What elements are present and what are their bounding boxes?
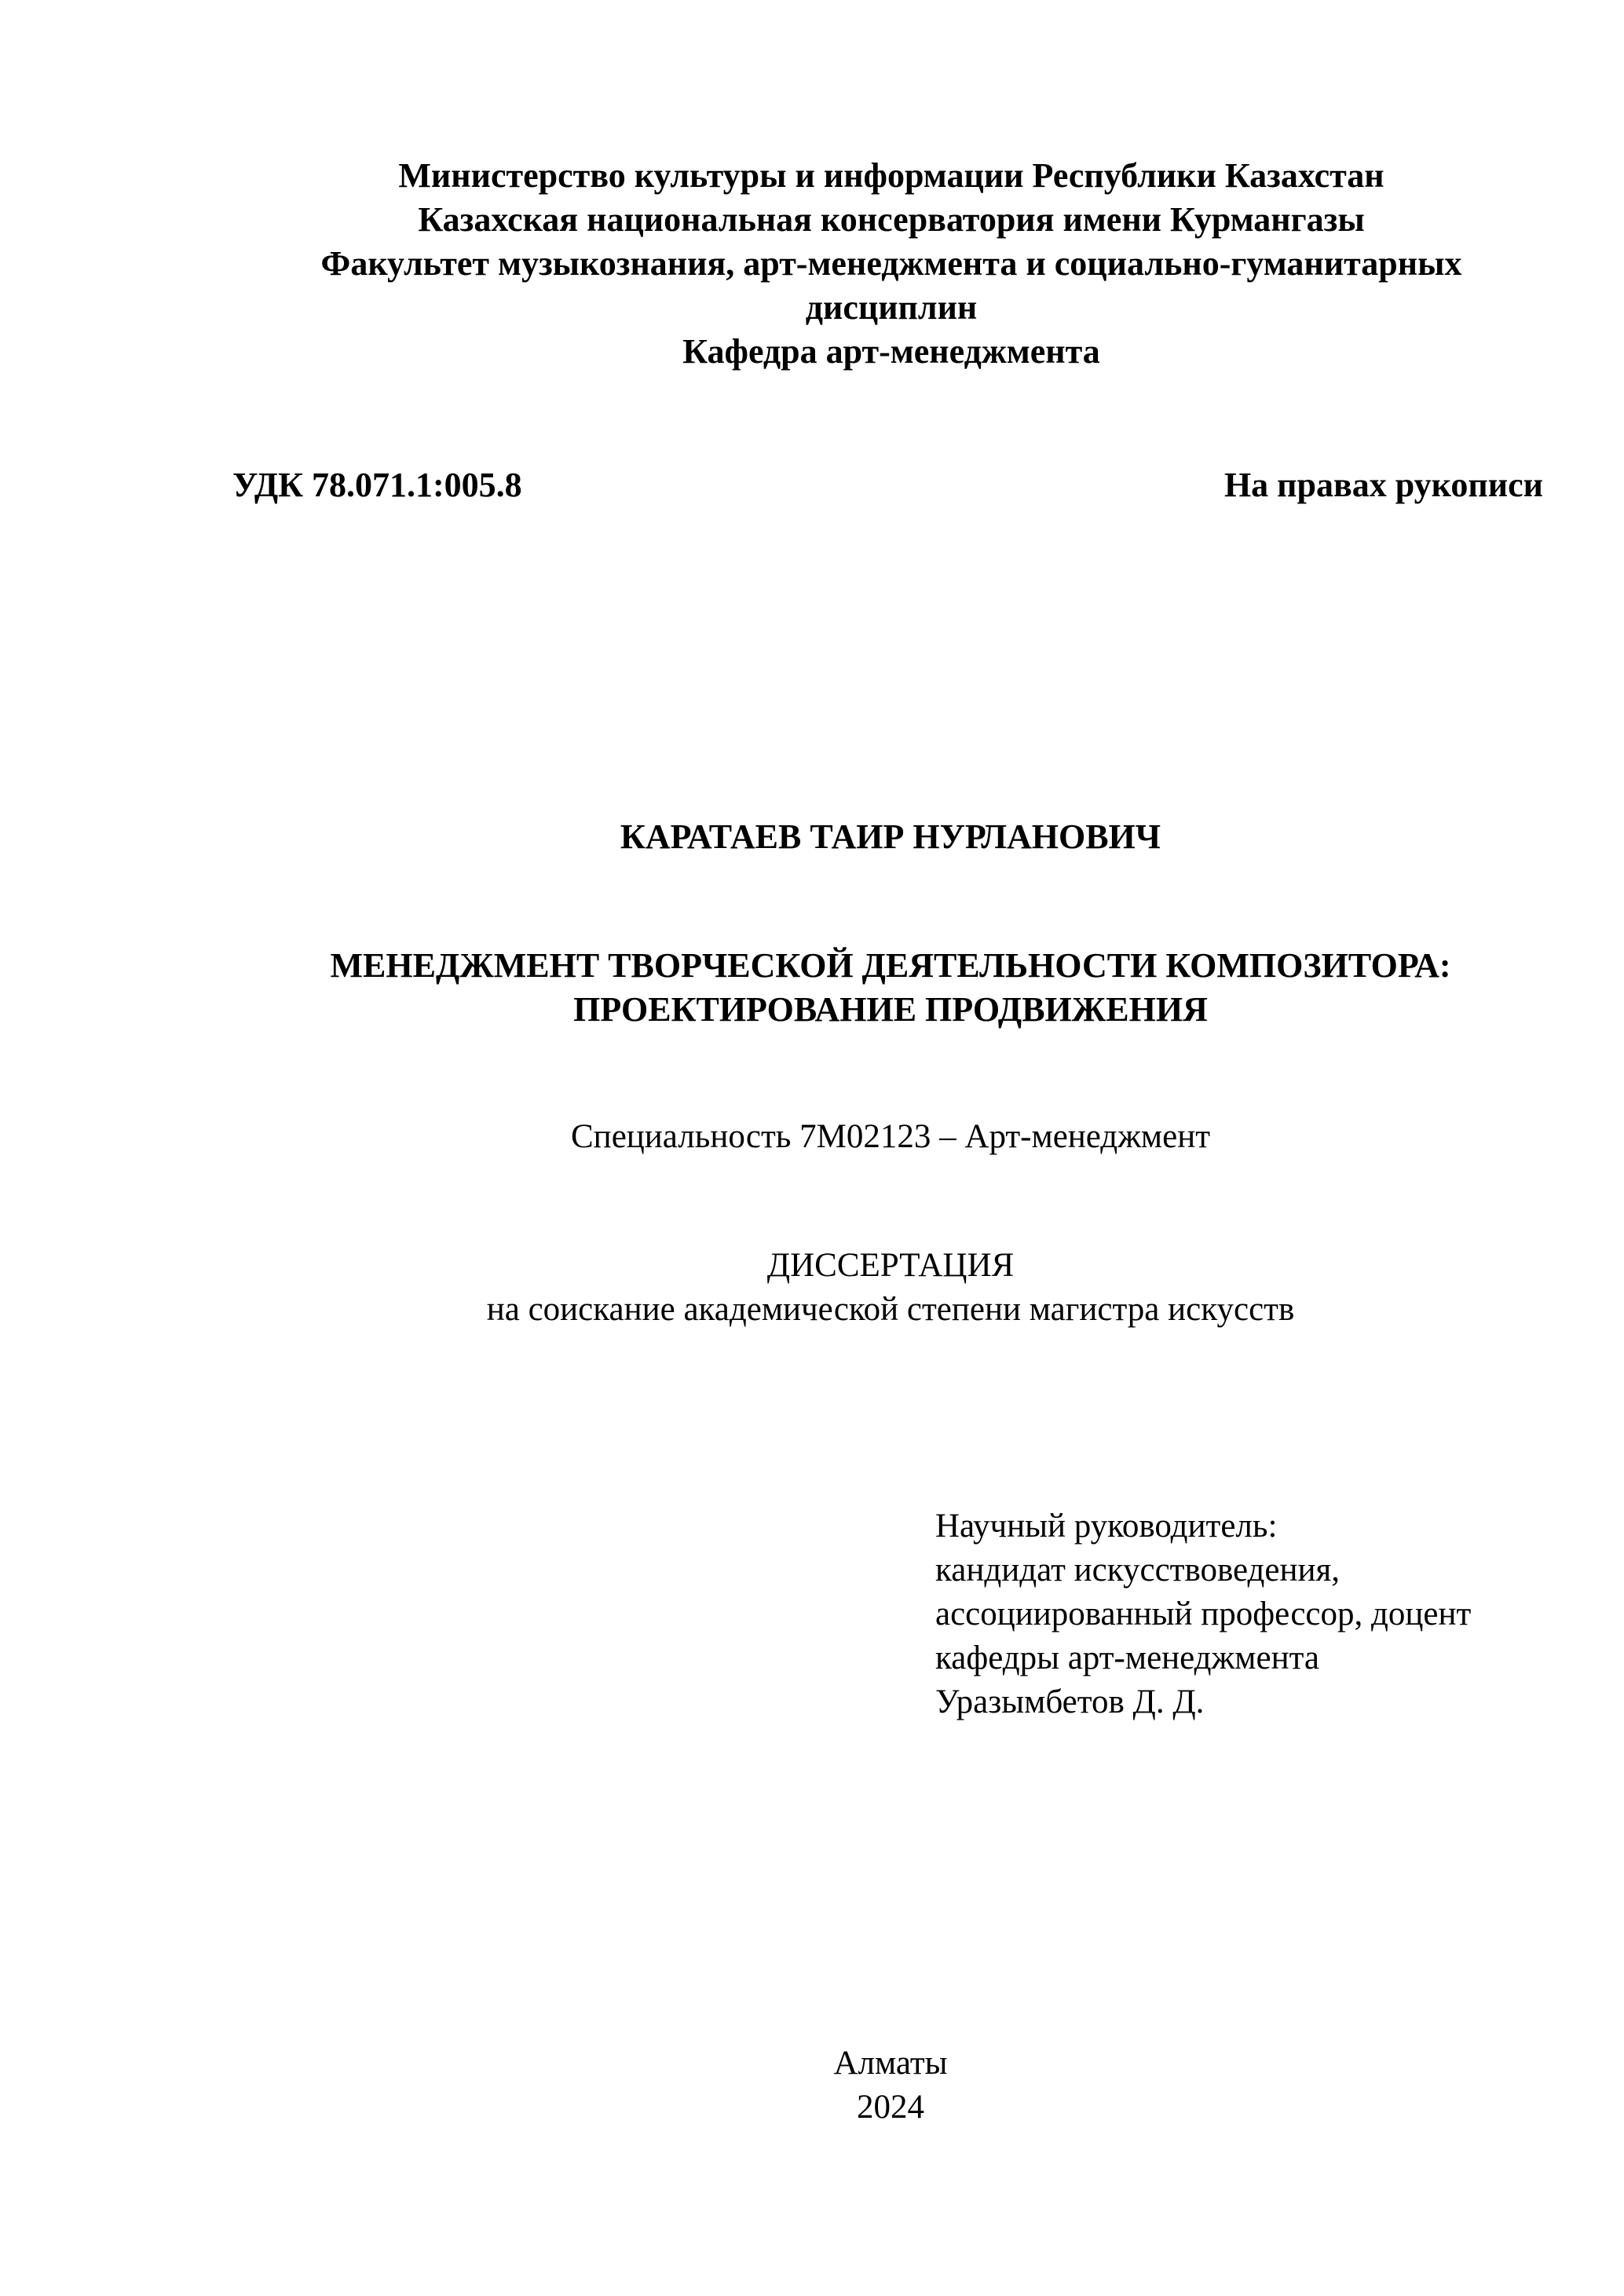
thesis-title-line2: ПРОЕКТИРОВАНИЕ ПРОДВИЖЕНИЯ bbox=[573, 990, 1208, 1029]
ministry-name: Министерство культуры и информации Республики Казахстан bbox=[398, 156, 1384, 195]
year: 2024 bbox=[857, 2089, 924, 2126]
conservatory-name: Казахская национальная консерватория имени Курмангазы bbox=[418, 200, 1365, 239]
faculty-name-line2: дисциплин bbox=[805, 288, 978, 327]
thesis-title bbox=[0, 944, 1624, 1032]
supervisor-degree: кандидат искусствоведения, bbox=[935, 1552, 1341, 1589]
supervisor-department: кафедры арт-менеджмента bbox=[935, 1640, 1319, 1676]
author-name: КАРАТАЕВ ТАИР НУРЛАНОВИЧ bbox=[620, 817, 1161, 856]
dissertation-purpose: на соискание академической степени магистра искусств bbox=[486, 1291, 1295, 1328]
supervisor-name: Уразымбетов Д. Д. bbox=[935, 1684, 1205, 1720]
thesis-title-line1: МЕНЕДЖМЕНТ ТВОРЧЕСКОЙ ДЕЯТЕЛЬНОСТИ КОМПОЗИТОРА: bbox=[330, 946, 1451, 985]
dissertation-block bbox=[0, 1244, 1624, 1332]
city: Алматы bbox=[833, 2045, 948, 2082]
udk-code: УДК 78.071.1:005.8 bbox=[232, 466, 522, 504]
manuscript-rights: На правах рукописи bbox=[1223, 466, 1543, 504]
supervisor-position: ассоциированный профессор, доцент bbox=[935, 1596, 1472, 1632]
department-name: Кафедра арт-менеджмента bbox=[682, 332, 1100, 371]
dissertation-type: ДИССЕРТАЦИЯ bbox=[766, 1247, 1015, 1284]
supervisor-label: Научный руководитель: bbox=[935, 1508, 1278, 1545]
institution-header bbox=[220, 154, 1563, 374]
supervisor-block bbox=[935, 1504, 1471, 1724]
faculty-name-line1: Факультет музыкознания, арт-менеджмента и социально-гуманитарных bbox=[320, 244, 1462, 283]
specialty: Специальность 7М02123 – Арт-менеджмент bbox=[571, 1118, 1210, 1155]
place-and-year bbox=[0, 2042, 1624, 2130]
